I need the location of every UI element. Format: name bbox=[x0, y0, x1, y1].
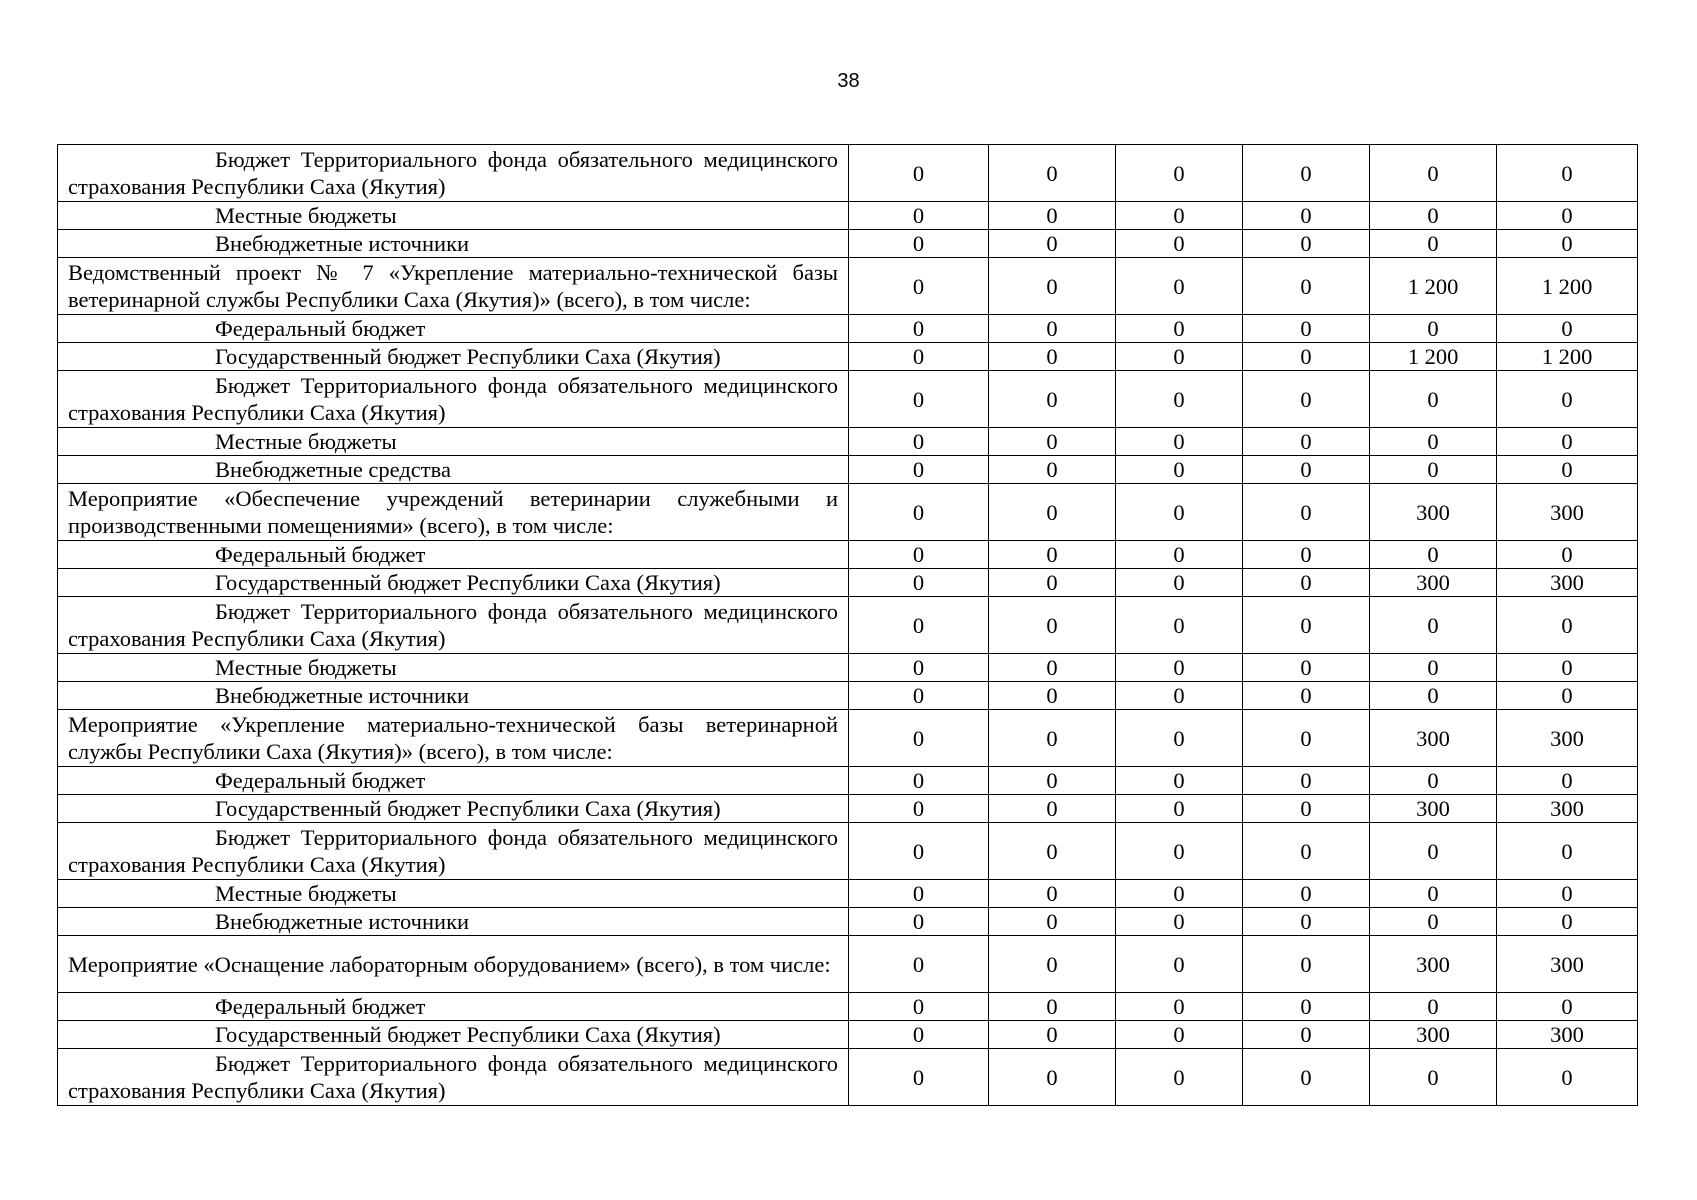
row-label-cell bbox=[58, 1049, 849, 1106]
row-label-cell bbox=[58, 569, 849, 597]
value-cell: 0 bbox=[1116, 371, 1243, 428]
value-cell: 0 bbox=[1370, 202, 1497, 230]
table-row bbox=[58, 343, 1638, 371]
value-cell: 0 bbox=[1116, 145, 1243, 202]
value-cell: 0 bbox=[1370, 230, 1497, 258]
value-cell: 0 bbox=[1243, 343, 1370, 371]
table-row bbox=[58, 710, 1638, 767]
row-label: Мероприятие «Обеспечение учреждений ветеринарии служебными и производственными помещениями» (всего), в том числе: bbox=[68, 486, 838, 538]
value-cell: 0 bbox=[849, 1049, 989, 1106]
value-cell: 300 bbox=[1497, 936, 1638, 993]
value-cell: 0 bbox=[1116, 343, 1243, 371]
value-cell: 0 bbox=[1497, 145, 1638, 202]
row-label-cell bbox=[58, 936, 849, 993]
value-cell: 0 bbox=[849, 682, 989, 710]
value-cell: 1 200 bbox=[1370, 258, 1497, 315]
value-cell: 0 bbox=[989, 541, 1116, 569]
value-cell: 0 bbox=[1497, 654, 1638, 682]
value-cell: 0 bbox=[1497, 908, 1638, 936]
table-row bbox=[58, 145, 1638, 202]
row-label: Местные бюджеты bbox=[215, 655, 397, 680]
row-label-cell bbox=[58, 230, 849, 258]
value-cell: 0 bbox=[989, 597, 1116, 654]
value-cell: 0 bbox=[989, 880, 1116, 908]
table-row bbox=[58, 823, 1638, 880]
value-cell: 0 bbox=[849, 908, 989, 936]
row-label-cell bbox=[58, 993, 849, 1021]
value-cell: 0 bbox=[1370, 456, 1497, 484]
value-cell: 0 bbox=[989, 936, 1116, 993]
value-cell: 0 bbox=[849, 343, 989, 371]
value-cell: 300 bbox=[1370, 484, 1497, 541]
row-label-cell bbox=[58, 823, 849, 880]
value-cell: 0 bbox=[1243, 767, 1370, 795]
value-cell: 0 bbox=[1370, 315, 1497, 343]
table-row bbox=[58, 936, 1638, 993]
value-cell: 0 bbox=[849, 710, 989, 767]
value-cell: 0 bbox=[989, 202, 1116, 230]
value-cell: 0 bbox=[989, 145, 1116, 202]
value-cell: 0 bbox=[1370, 682, 1497, 710]
row-label: Ведомственный проект № 7 «Укрепление материально-технической базы ветеринарной службы Республики Саха (Якутия)» (всего), в том числе: bbox=[68, 260, 838, 312]
value-cell: 0 bbox=[1116, 541, 1243, 569]
row-label: Бюджет Территориального фонда обязательного медицинского страхования Республики Саха (Якутия) bbox=[68, 147, 838, 199]
row-label-cell bbox=[58, 315, 849, 343]
row-label-cell bbox=[58, 654, 849, 682]
value-cell: 0 bbox=[989, 484, 1116, 541]
value-cell: 0 bbox=[849, 145, 989, 202]
value-cell: 0 bbox=[1497, 767, 1638, 795]
value-cell: 300 bbox=[1497, 569, 1638, 597]
value-cell: 0 bbox=[1497, 597, 1638, 654]
table-row bbox=[58, 1021, 1638, 1049]
table-row bbox=[58, 1049, 1638, 1106]
value-cell: 0 bbox=[989, 795, 1116, 823]
row-label-cell bbox=[58, 202, 849, 230]
value-cell: 0 bbox=[1243, 315, 1370, 343]
value-cell: 300 bbox=[1497, 484, 1638, 541]
value-cell: 0 bbox=[1116, 597, 1243, 654]
value-cell: 0 bbox=[849, 795, 989, 823]
row-label: Федеральный бюджет bbox=[215, 994, 426, 1019]
value-cell: 0 bbox=[1116, 654, 1243, 682]
value-cell: 0 bbox=[1497, 315, 1638, 343]
table-row bbox=[58, 908, 1638, 936]
row-label: Бюджет Территориального фонда обязательного медицинского страхования Республики Саха (Якутия) bbox=[68, 599, 838, 651]
value-cell: 0 bbox=[1497, 1049, 1638, 1106]
row-label-cell bbox=[58, 795, 849, 823]
value-cell: 0 bbox=[1497, 541, 1638, 569]
value-cell: 0 bbox=[849, 258, 989, 315]
value-cell: 0 bbox=[1243, 484, 1370, 541]
value-cell: 0 bbox=[849, 1021, 989, 1049]
value-cell: 1 200 bbox=[1497, 258, 1638, 315]
row-label-cell bbox=[58, 428, 849, 456]
row-label: Местные бюджеты bbox=[215, 429, 397, 454]
value-cell: 0 bbox=[1116, 993, 1243, 1021]
row-label: Мероприятие «Оснащение лабораторным оборудованием» (всего), в том числе: bbox=[68, 951, 831, 977]
value-cell: 0 bbox=[849, 597, 989, 654]
value-cell: 0 bbox=[1243, 710, 1370, 767]
value-cell: 0 bbox=[989, 343, 1116, 371]
value-cell: 0 bbox=[1497, 230, 1638, 258]
value-cell: 0 bbox=[849, 823, 989, 880]
row-label-cell bbox=[58, 258, 849, 315]
value-cell: 0 bbox=[1243, 654, 1370, 682]
value-cell: 1 200 bbox=[1370, 343, 1497, 371]
value-cell: 0 bbox=[989, 569, 1116, 597]
table-row bbox=[58, 428, 1638, 456]
table-row bbox=[58, 541, 1638, 569]
value-cell: 0 bbox=[1116, 230, 1243, 258]
value-cell: 0 bbox=[1243, 597, 1370, 654]
value-cell: 0 bbox=[1497, 428, 1638, 456]
value-cell: 0 bbox=[1243, 230, 1370, 258]
value-cell: 0 bbox=[1370, 597, 1497, 654]
budget-table bbox=[57, 144, 1638, 1106]
value-cell: 0 bbox=[1116, 767, 1243, 795]
value-cell: 0 bbox=[1116, 710, 1243, 767]
value-cell: 0 bbox=[989, 710, 1116, 767]
value-cell: 0 bbox=[1370, 145, 1497, 202]
table-row bbox=[58, 654, 1638, 682]
value-cell: 0 bbox=[849, 654, 989, 682]
value-cell: 0 bbox=[1116, 428, 1243, 456]
value-cell: 0 bbox=[989, 908, 1116, 936]
value-cell: 0 bbox=[1243, 371, 1370, 428]
value-cell: 0 bbox=[1243, 456, 1370, 484]
row-label: Бюджет Территориального фонда обязательного медицинского страхования Республики Саха (Якутия) bbox=[68, 1051, 838, 1103]
value-cell: 0 bbox=[1497, 371, 1638, 428]
table-row bbox=[58, 767, 1638, 795]
row-label: Государственный бюджет Республики Саха (Якутия) bbox=[215, 344, 721, 369]
value-cell: 0 bbox=[1116, 315, 1243, 343]
value-cell: 0 bbox=[989, 1049, 1116, 1106]
row-label-cell bbox=[58, 343, 849, 371]
row-label: Внебюджетные источники bbox=[215, 909, 470, 934]
value-cell: 300 bbox=[1497, 795, 1638, 823]
value-cell: 0 bbox=[989, 428, 1116, 456]
table-row bbox=[58, 202, 1638, 230]
value-cell: 0 bbox=[1243, 880, 1370, 908]
row-label: Бюджет Территориального фонда обязательного медицинского страхования Республики Саха (Якутия) bbox=[68, 373, 838, 425]
row-label: Мероприятие «Укрепление материально-технической базы ветеринарной службы Республики Саха (Якутия)» (всего), в том числе: bbox=[68, 712, 838, 764]
value-cell: 0 bbox=[989, 371, 1116, 428]
value-cell: 0 bbox=[1370, 993, 1497, 1021]
value-cell: 0 bbox=[1497, 682, 1638, 710]
row-label: Государственный бюджет Республики Саха (Якутия) bbox=[215, 570, 721, 595]
value-cell: 0 bbox=[1243, 908, 1370, 936]
value-cell: 0 bbox=[1116, 936, 1243, 993]
value-cell: 0 bbox=[1116, 569, 1243, 597]
value-cell: 0 bbox=[989, 230, 1116, 258]
value-cell: 0 bbox=[1116, 1049, 1243, 1106]
value-cell: 0 bbox=[1116, 908, 1243, 936]
value-cell: 0 bbox=[849, 202, 989, 230]
row-label: Внебюджетные источники bbox=[215, 683, 470, 708]
value-cell: 0 bbox=[849, 993, 989, 1021]
value-cell: 0 bbox=[1243, 428, 1370, 456]
row-label: Федеральный бюджет bbox=[215, 768, 426, 793]
value-cell: 0 bbox=[1370, 371, 1497, 428]
value-cell: 0 bbox=[989, 258, 1116, 315]
table-row bbox=[58, 682, 1638, 710]
row-label: Местные бюджеты bbox=[215, 881, 397, 906]
value-cell: 0 bbox=[1497, 993, 1638, 1021]
value-cell: 0 bbox=[1497, 823, 1638, 880]
value-cell: 0 bbox=[1370, 428, 1497, 456]
value-cell: 0 bbox=[1370, 654, 1497, 682]
value-cell: 0 bbox=[989, 993, 1116, 1021]
row-label-cell bbox=[58, 682, 849, 710]
value-cell: 0 bbox=[989, 767, 1116, 795]
row-label: Федеральный бюджет bbox=[215, 316, 426, 341]
row-label-cell bbox=[58, 880, 849, 908]
row-label: Местные бюджеты bbox=[215, 203, 397, 228]
row-label-cell bbox=[58, 145, 849, 202]
value-cell: 0 bbox=[849, 541, 989, 569]
table-row bbox=[58, 315, 1638, 343]
value-cell: 0 bbox=[1370, 908, 1497, 936]
value-cell: 0 bbox=[1243, 145, 1370, 202]
value-cell: 0 bbox=[849, 456, 989, 484]
value-cell: 0 bbox=[1370, 823, 1497, 880]
row-label-cell bbox=[58, 908, 849, 936]
row-label-cell bbox=[58, 597, 849, 654]
row-label-cell bbox=[58, 541, 849, 569]
table-row bbox=[58, 880, 1638, 908]
value-cell: 0 bbox=[1497, 880, 1638, 908]
value-cell: 300 bbox=[1497, 1021, 1638, 1049]
value-cell: 0 bbox=[1116, 456, 1243, 484]
value-cell: 0 bbox=[849, 428, 989, 456]
table-row bbox=[58, 371, 1638, 428]
value-cell: 0 bbox=[989, 315, 1116, 343]
row-label: Государственный бюджет Республики Саха (Якутия) bbox=[215, 1022, 721, 1047]
row-label-cell bbox=[58, 484, 849, 541]
value-cell: 0 bbox=[1370, 541, 1497, 569]
value-cell: 0 bbox=[1497, 456, 1638, 484]
value-cell: 0 bbox=[989, 654, 1116, 682]
value-cell: 0 bbox=[1243, 541, 1370, 569]
value-cell: 0 bbox=[1243, 823, 1370, 880]
table-row bbox=[58, 258, 1638, 315]
value-cell: 300 bbox=[1370, 569, 1497, 597]
value-cell: 0 bbox=[1116, 202, 1243, 230]
value-cell: 300 bbox=[1370, 710, 1497, 767]
table-body bbox=[58, 145, 1638, 1106]
page-number: 38 bbox=[837, 70, 860, 92]
value-cell: 0 bbox=[1116, 880, 1243, 908]
row-label: Бюджет Территориального фонда обязательного медицинского страхования Республики Саха (Якутия) bbox=[68, 825, 838, 877]
value-cell: 1 200 bbox=[1497, 343, 1638, 371]
row-label: Внебюджетные средства bbox=[215, 457, 451, 482]
value-cell: 0 bbox=[1243, 993, 1370, 1021]
value-cell: 300 bbox=[1370, 1021, 1497, 1049]
value-cell: 0 bbox=[989, 1021, 1116, 1049]
value-cell: 0 bbox=[1243, 936, 1370, 993]
table-row bbox=[58, 484, 1638, 541]
value-cell: 0 bbox=[849, 880, 989, 908]
row-label-cell bbox=[58, 767, 849, 795]
table-row bbox=[58, 569, 1638, 597]
value-cell: 300 bbox=[1370, 936, 1497, 993]
value-cell: 0 bbox=[1243, 795, 1370, 823]
value-cell: 0 bbox=[1243, 258, 1370, 315]
value-cell: 0 bbox=[849, 315, 989, 343]
value-cell: 0 bbox=[849, 230, 989, 258]
value-cell: 0 bbox=[849, 569, 989, 597]
table-row bbox=[58, 795, 1638, 823]
value-cell: 0 bbox=[1243, 202, 1370, 230]
value-cell: 0 bbox=[1243, 1049, 1370, 1106]
table-row bbox=[58, 597, 1638, 654]
value-cell: 0 bbox=[849, 936, 989, 993]
value-cell: 0 bbox=[1116, 682, 1243, 710]
value-cell: 300 bbox=[1497, 710, 1638, 767]
value-cell: 0 bbox=[989, 682, 1116, 710]
value-cell: 0 bbox=[1370, 1049, 1497, 1106]
row-label: Государственный бюджет Республики Саха (Якутия) bbox=[215, 796, 721, 821]
value-cell: 0 bbox=[1243, 1021, 1370, 1049]
value-cell: 0 bbox=[989, 456, 1116, 484]
table-row bbox=[58, 993, 1638, 1021]
row-label-cell bbox=[58, 371, 849, 428]
value-cell: 0 bbox=[1116, 1021, 1243, 1049]
row-label: Федеральный бюджет bbox=[215, 542, 426, 567]
value-cell: 0 bbox=[1243, 569, 1370, 597]
value-cell: 0 bbox=[849, 484, 989, 541]
value-cell: 0 bbox=[849, 371, 989, 428]
value-cell: 0 bbox=[849, 767, 989, 795]
value-cell: 300 bbox=[1370, 795, 1497, 823]
table-row bbox=[58, 230, 1638, 258]
row-label-cell bbox=[58, 710, 849, 767]
value-cell: 0 bbox=[1116, 484, 1243, 541]
value-cell: 0 bbox=[989, 823, 1116, 880]
value-cell: 0 bbox=[1243, 682, 1370, 710]
value-cell: 0 bbox=[1370, 767, 1497, 795]
row-label-cell bbox=[58, 456, 849, 484]
row-label: Внебюджетные источники bbox=[215, 231, 470, 256]
row-label-cell bbox=[58, 1021, 849, 1049]
table-row bbox=[58, 456, 1638, 484]
value-cell: 0 bbox=[1116, 823, 1243, 880]
value-cell: 0 bbox=[1497, 202, 1638, 230]
value-cell: 0 bbox=[1370, 880, 1497, 908]
value-cell: 0 bbox=[1116, 258, 1243, 315]
value-cell: 0 bbox=[1116, 795, 1243, 823]
